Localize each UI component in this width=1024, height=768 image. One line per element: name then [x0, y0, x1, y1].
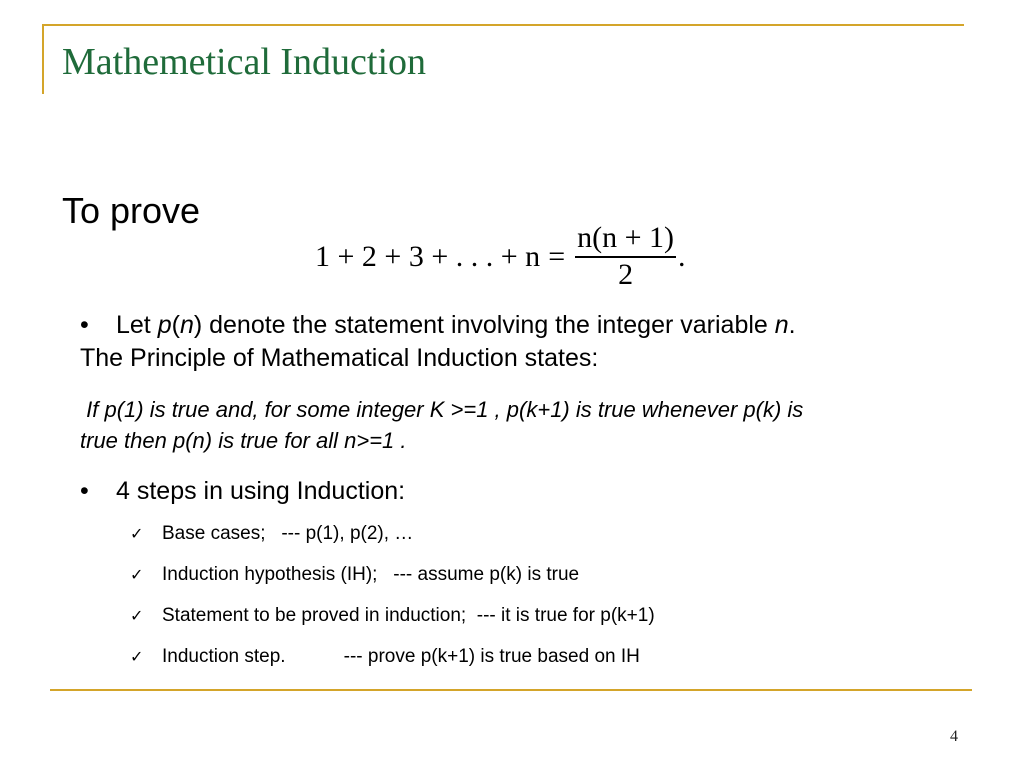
- step-text: Induction step. --- prove p(k+1) is true based on IH: [162, 646, 640, 667]
- sum-formula: [315, 222, 686, 292]
- bullet2-text: 4 steps in using Induction:: [116, 477, 406, 505]
- bullet-dot-icon: •: [80, 477, 89, 505]
- checkmark-icon: ✓: [130, 524, 144, 543]
- frame-left-rule: [42, 24, 44, 94]
- formula-period: .: [678, 240, 686, 273]
- bullet-statement: [80, 309, 840, 375]
- checkmark-icon: ✓: [130, 565, 144, 584]
- formula-fraction: [575, 222, 676, 292]
- bullet-dot-icon: •: [80, 311, 89, 339]
- list-item: [130, 561, 655, 602]
- step-text: Base cases; --- p(1), p(2), …: [162, 523, 414, 544]
- bullet1-n: n: [179, 311, 194, 339]
- steps-list: [130, 520, 655, 684]
- step-text: Statement to be proved in induction; --- it is true for p(k+1): [162, 605, 655, 626]
- formula-lhs: 1 + 2 + 3 + . . . + n: [315, 240, 541, 273]
- list-item: [130, 602, 655, 643]
- list-item: [130, 520, 655, 561]
- page-number: 4: [950, 728, 958, 745]
- bullet1-n2: n: [774, 311, 789, 339]
- step-text: Induction hypothesis (IH); --- assume p(k) is true: [162, 564, 580, 585]
- checkmark-icon: ✓: [130, 606, 144, 625]
- formula-equals: =: [548, 240, 566, 273]
- formula-denominator: 2: [618, 258, 634, 291]
- bullet1-prefix: Let: [116, 311, 158, 339]
- bullet-steps-heading: [80, 475, 405, 508]
- intro-text: To prove: [62, 190, 201, 231]
- bullet1-open: (: [171, 311, 180, 339]
- formula-numerator: n(n + 1): [575, 222, 676, 258]
- principle-text: If p(1) is true and, for some integer K >=1 , p(k+1) is true whenever p(k) is true then p(n) is true for all n>=1 .: [80, 397, 804, 453]
- slide-title: Mathemetical Induction: [62, 41, 427, 83]
- induction-principle: [80, 394, 840, 456]
- frame-bottom-rule: [50, 689, 972, 691]
- bullet1-p: p: [157, 311, 172, 339]
- list-item: [130, 643, 655, 684]
- bullet1-rest: ) denote the statement involving the integer variable: [193, 311, 775, 339]
- bullet1-tail: . The Principle of Mathematical Induction states:: [80, 311, 796, 372]
- checkmark-icon: ✓: [130, 647, 144, 666]
- frame-top-rule: [42, 24, 964, 26]
